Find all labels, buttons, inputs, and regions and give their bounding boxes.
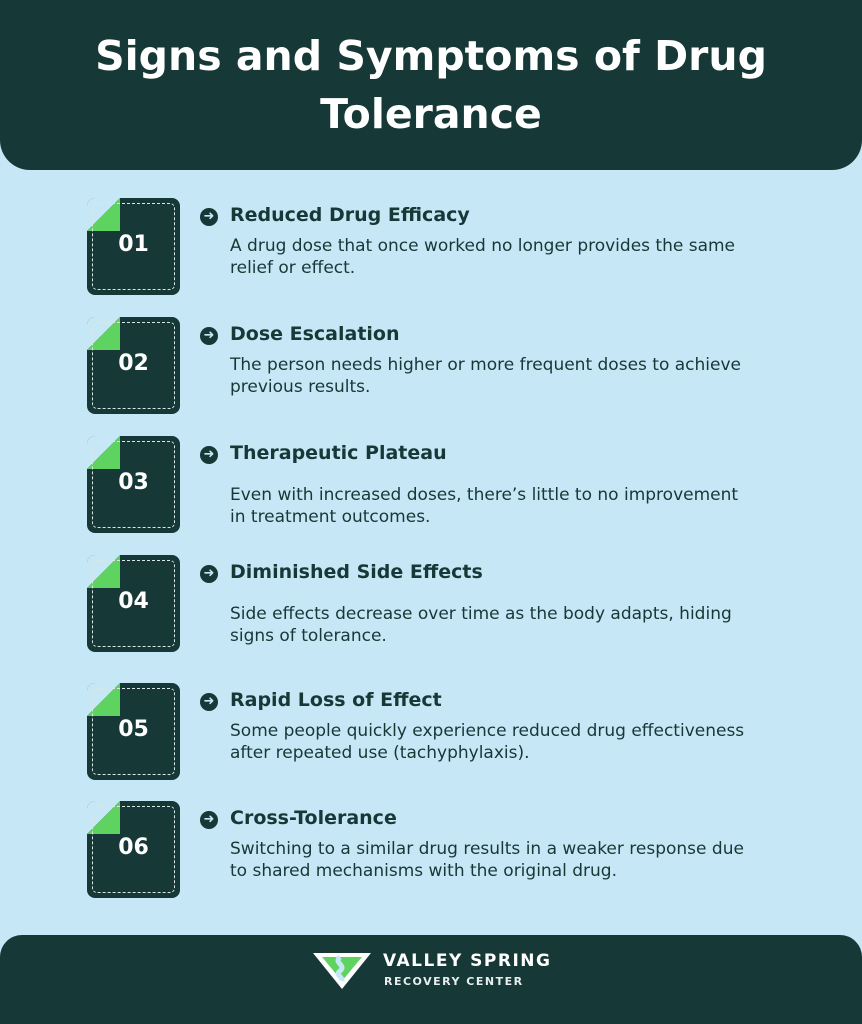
arrow-right-icon: ➜	[200, 446, 218, 464]
number-badge	[87, 317, 180, 414]
item-description: Switching to a similar drug results in a weaker response due to shared mechanisms with the original drug.	[230, 839, 744, 881]
item-number: 06	[118, 835, 149, 860]
item-number: 05	[118, 717, 149, 742]
item-title: Rapid Loss of Effect	[230, 689, 442, 711]
valley-spring-logo-icon	[313, 953, 371, 989]
item-title: Diminished Side Effects	[230, 561, 483, 583]
item-title: Therapeutic Plateau	[230, 442, 447, 464]
arrow-right-icon: ➜	[200, 327, 218, 345]
list-item	[87, 801, 787, 899]
item-description: Even with increased doses, there’s little to no improvement in treatment outcomes.	[230, 485, 739, 527]
item-description: Some people quickly experience reduced drug effectiveness after repeated use (tachyphylaxis).	[230, 721, 745, 763]
list-item	[87, 683, 787, 781]
arrow-right-icon: ➜	[200, 693, 218, 711]
brand-name: VALLEY SPRING	[383, 951, 552, 971]
list-item	[87, 317, 787, 415]
item-title: Reduced Drug Efficacy	[230, 204, 470, 226]
number-badge	[87, 555, 180, 652]
arrow-right-icon: ➜	[200, 565, 218, 583]
item-title: Dose Escalation	[230, 323, 400, 345]
number-badge	[87, 801, 180, 898]
list-item	[87, 555, 787, 653]
list-item	[87, 436, 787, 534]
item-number: 02	[118, 351, 149, 376]
arrow-right-icon: ➜	[200, 208, 218, 226]
number-badge	[87, 683, 180, 780]
item-number: 04	[118, 589, 149, 614]
arrow-right-icon: ➜	[200, 811, 218, 829]
page-title: Signs and Symptoms of Drug Tolerance	[95, 32, 767, 138]
item-description: A drug dose that once worked no longer provides the same relief or effect.	[230, 236, 736, 278]
item-title: Cross-Tolerance	[230, 807, 397, 829]
number-badge	[87, 198, 180, 295]
item-description: Side effects decrease over time as the body adapts, hiding signs of tolerance.	[230, 604, 732, 646]
header-banner	[0, 0, 862, 170]
item-number: 01	[118, 232, 149, 257]
item-description: The person needs higher or more frequent doses to achieve previous results.	[230, 355, 741, 397]
brand-subtitle: RECOVERY CENTER	[384, 975, 524, 988]
list-item	[87, 198, 787, 296]
number-badge	[87, 436, 180, 533]
item-number: 03	[118, 470, 149, 495]
